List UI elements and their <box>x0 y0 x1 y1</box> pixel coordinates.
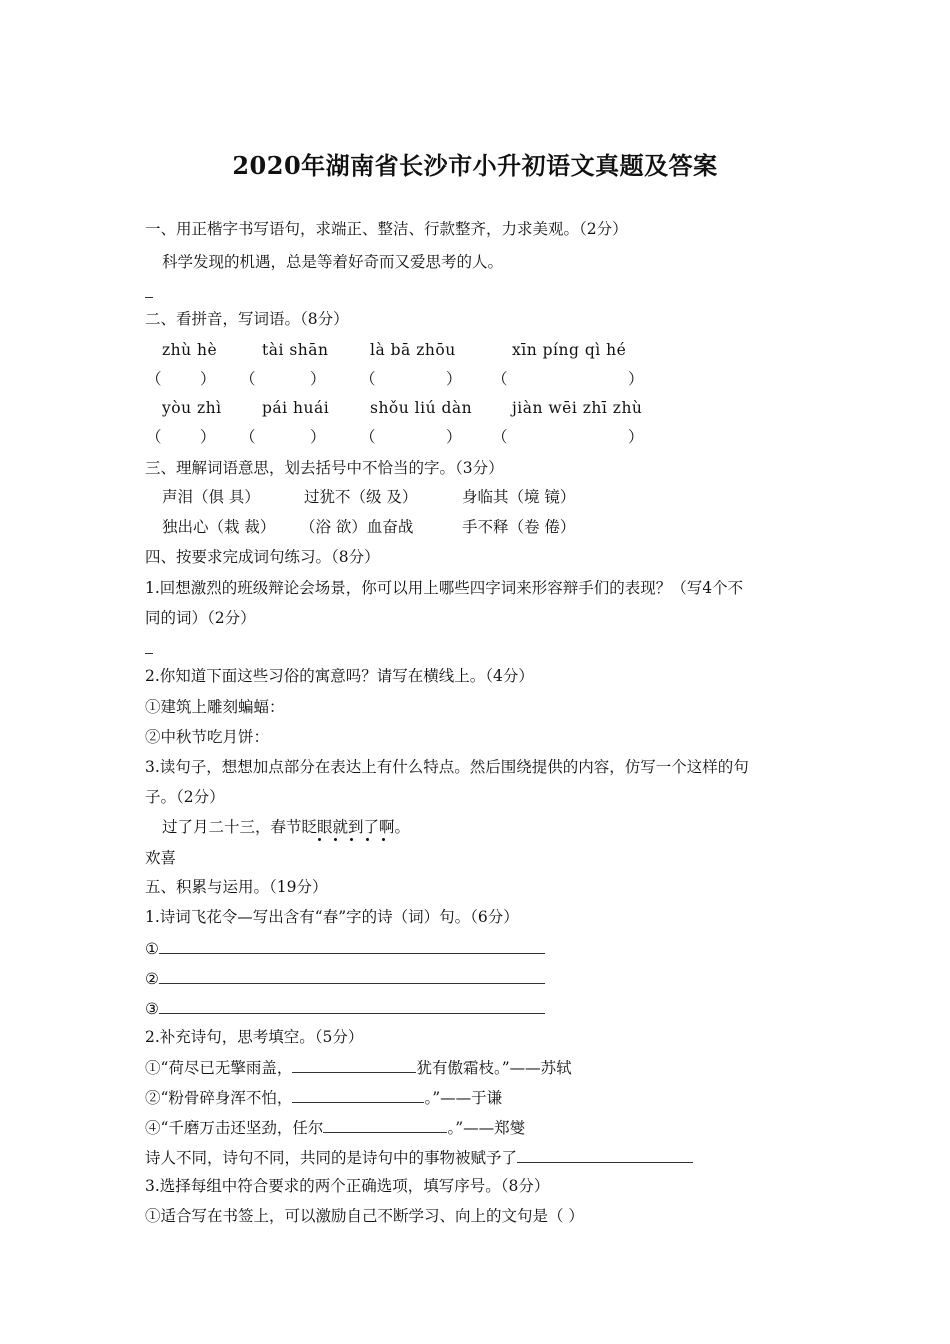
question-4-2-b: ②中秋节吃月饼： <box>145 728 270 746</box>
pinyin-5: yòu zhì <box>162 399 222 417</box>
paren-close: ） <box>446 428 462 446</box>
word-choice-4: 独出心（栽 裁） <box>162 518 276 536</box>
summary-text: 诗人不同，诗句不同，共同的是诗句中的事物被赋予了 <box>145 1149 518 1167</box>
question-4-3-line2: 子。（2分） <box>145 788 225 806</box>
question-4-2: 2.你知道下面这些习俗的寓意吗？请写在横线上。（4分） <box>145 667 534 685</box>
answer-row <box>145 937 545 959</box>
paren-close: ） <box>628 370 644 388</box>
poem-a-end: 犹有傲霜枝。”——苏轼 <box>416 1059 572 1077</box>
paren-open: （ <box>146 370 162 388</box>
paren-open: （ <box>492 428 508 446</box>
pinyin-1: zhù hè <box>162 341 218 359</box>
question-4-3-line1: 3.读句子，想想加点部分在表达上有什么特点。然后围绕提供的内容，仿写一个这样的句 <box>145 758 749 776</box>
poem-b-start: ②“粉骨碎身浑不怕， <box>145 1089 293 1107</box>
pinyin-3: là bā zhōu <box>370 341 456 359</box>
question-4-1-line2: 同的词）（2分） <box>145 609 256 627</box>
paren-close: ） <box>310 370 326 388</box>
question-5-1: 1.诗词飞花令—写出含有“春”字的诗（词）句。（6分） <box>145 908 519 926</box>
item-marker: ③ <box>145 1000 159 1018</box>
emphasis-dot <box>382 838 385 841</box>
answer-row <box>145 997 545 1019</box>
answer-blank[interactable] <box>292 1086 424 1103</box>
paren-close: ） <box>446 370 462 388</box>
word-choice-5: （浴 欲）血奋战 <box>300 518 414 536</box>
pinyin-6: pái huái <box>262 399 330 417</box>
paren-open: （ <box>492 370 508 388</box>
question-5-3: 3.选择每组中符合要求的两个正确选项，填写序号。（8分） <box>145 1177 550 1195</box>
paren-open: （ <box>360 370 376 388</box>
answer-line <box>145 653 153 654</box>
poem-a-start: ①“荷尽已无擎雨盖， <box>145 1059 293 1077</box>
question-5-3-a: ①适合写在书签上，可以激励自己不断学习、向上的文句是（ ） <box>145 1207 584 1225</box>
question-4-1-line1: 1.回想激烈的班级辩论会场景，你可以用上哪些四字词来形容辩手们的表现？（写4个不 <box>145 579 744 597</box>
poem-b-end: 。”——于谦 <box>424 1089 503 1107</box>
item-marker: ② <box>145 970 159 988</box>
section3-heading: 三、理解词语意思，划去括号中不恰当的字。（3分） <box>145 459 504 477</box>
emphasis-dot <box>366 838 369 841</box>
item-marker: ① <box>145 940 159 958</box>
section2-heading: 二、看拼音，写词语。（8分） <box>145 310 349 328</box>
paren-close: ） <box>628 428 644 446</box>
poem-line-a <box>145 1056 572 1078</box>
section1-heading: 一、用正楷字书写语句，求端正、整洁、行款整齐，力求美观。（2分） <box>145 220 628 238</box>
word-choice-3: 身临其（境 镜） <box>462 488 576 506</box>
paren-close: ） <box>200 428 216 446</box>
paren-close: ） <box>310 428 326 446</box>
document-title: 2020年湖南省长沙市小升初语文真题及答案 <box>232 151 718 180</box>
word-choice-6: 手不释（卷 倦） <box>462 518 576 536</box>
paren-close: ） <box>200 370 216 388</box>
answer-line <box>145 297 153 298</box>
word-choice-1: 声泪（俱 具） <box>162 488 260 506</box>
answer-row <box>145 967 545 989</box>
paren-open: （ <box>360 428 376 446</box>
section4-heading: 四、按要求完成词句练习。（8分） <box>145 548 380 566</box>
poem-line-c <box>145 1116 525 1138</box>
answer-blank[interactable] <box>517 1146 693 1163</box>
pinyin-8: jiàn wēi zhī zhù <box>512 399 643 417</box>
imitation-prompt: 欢喜 <box>145 849 177 867</box>
answer-blank[interactable] <box>159 967 545 984</box>
section5-heading: 五、积累与运用。（19分） <box>145 878 328 896</box>
pinyin-2: tài shān <box>262 341 329 359</box>
poem-line-b <box>145 1086 502 1108</box>
emphasis-dot <box>318 838 321 841</box>
pinyin-7: shǒu liú dàn <box>370 399 473 417</box>
section1-sentence: 科学发现的机遇，总是等着好奇而又爱思考的人。 <box>162 253 504 271</box>
pinyin-4: xīn píng qì hé <box>512 341 627 359</box>
question-5-2: 2.补充诗句，思考填空。（5分） <box>145 1028 364 1046</box>
poem-c-end: 。”——郑燮 <box>447 1119 526 1137</box>
answer-blank[interactable] <box>292 1056 416 1073</box>
example-sentence: 过了月二十三，春节眨眼就到了啊。 <box>162 818 411 836</box>
paren-open: （ <box>146 428 162 446</box>
emphasis-dot <box>350 838 353 841</box>
emphasis-dot <box>334 838 337 841</box>
poem-c-start: ④“千磨万击还坚劲，任尔 <box>145 1119 324 1137</box>
paren-open: （ <box>240 428 256 446</box>
answer-blank[interactable] <box>159 937 545 954</box>
poem-summary <box>145 1146 693 1168</box>
answer-blank[interactable] <box>323 1116 447 1133</box>
question-4-2-a: ①建筑上雕刻蝙蝠： <box>145 698 285 716</box>
answer-blank[interactable] <box>159 997 545 1014</box>
word-choice-2: 过犹不（级 及） <box>304 488 418 506</box>
paren-open: （ <box>240 370 256 388</box>
